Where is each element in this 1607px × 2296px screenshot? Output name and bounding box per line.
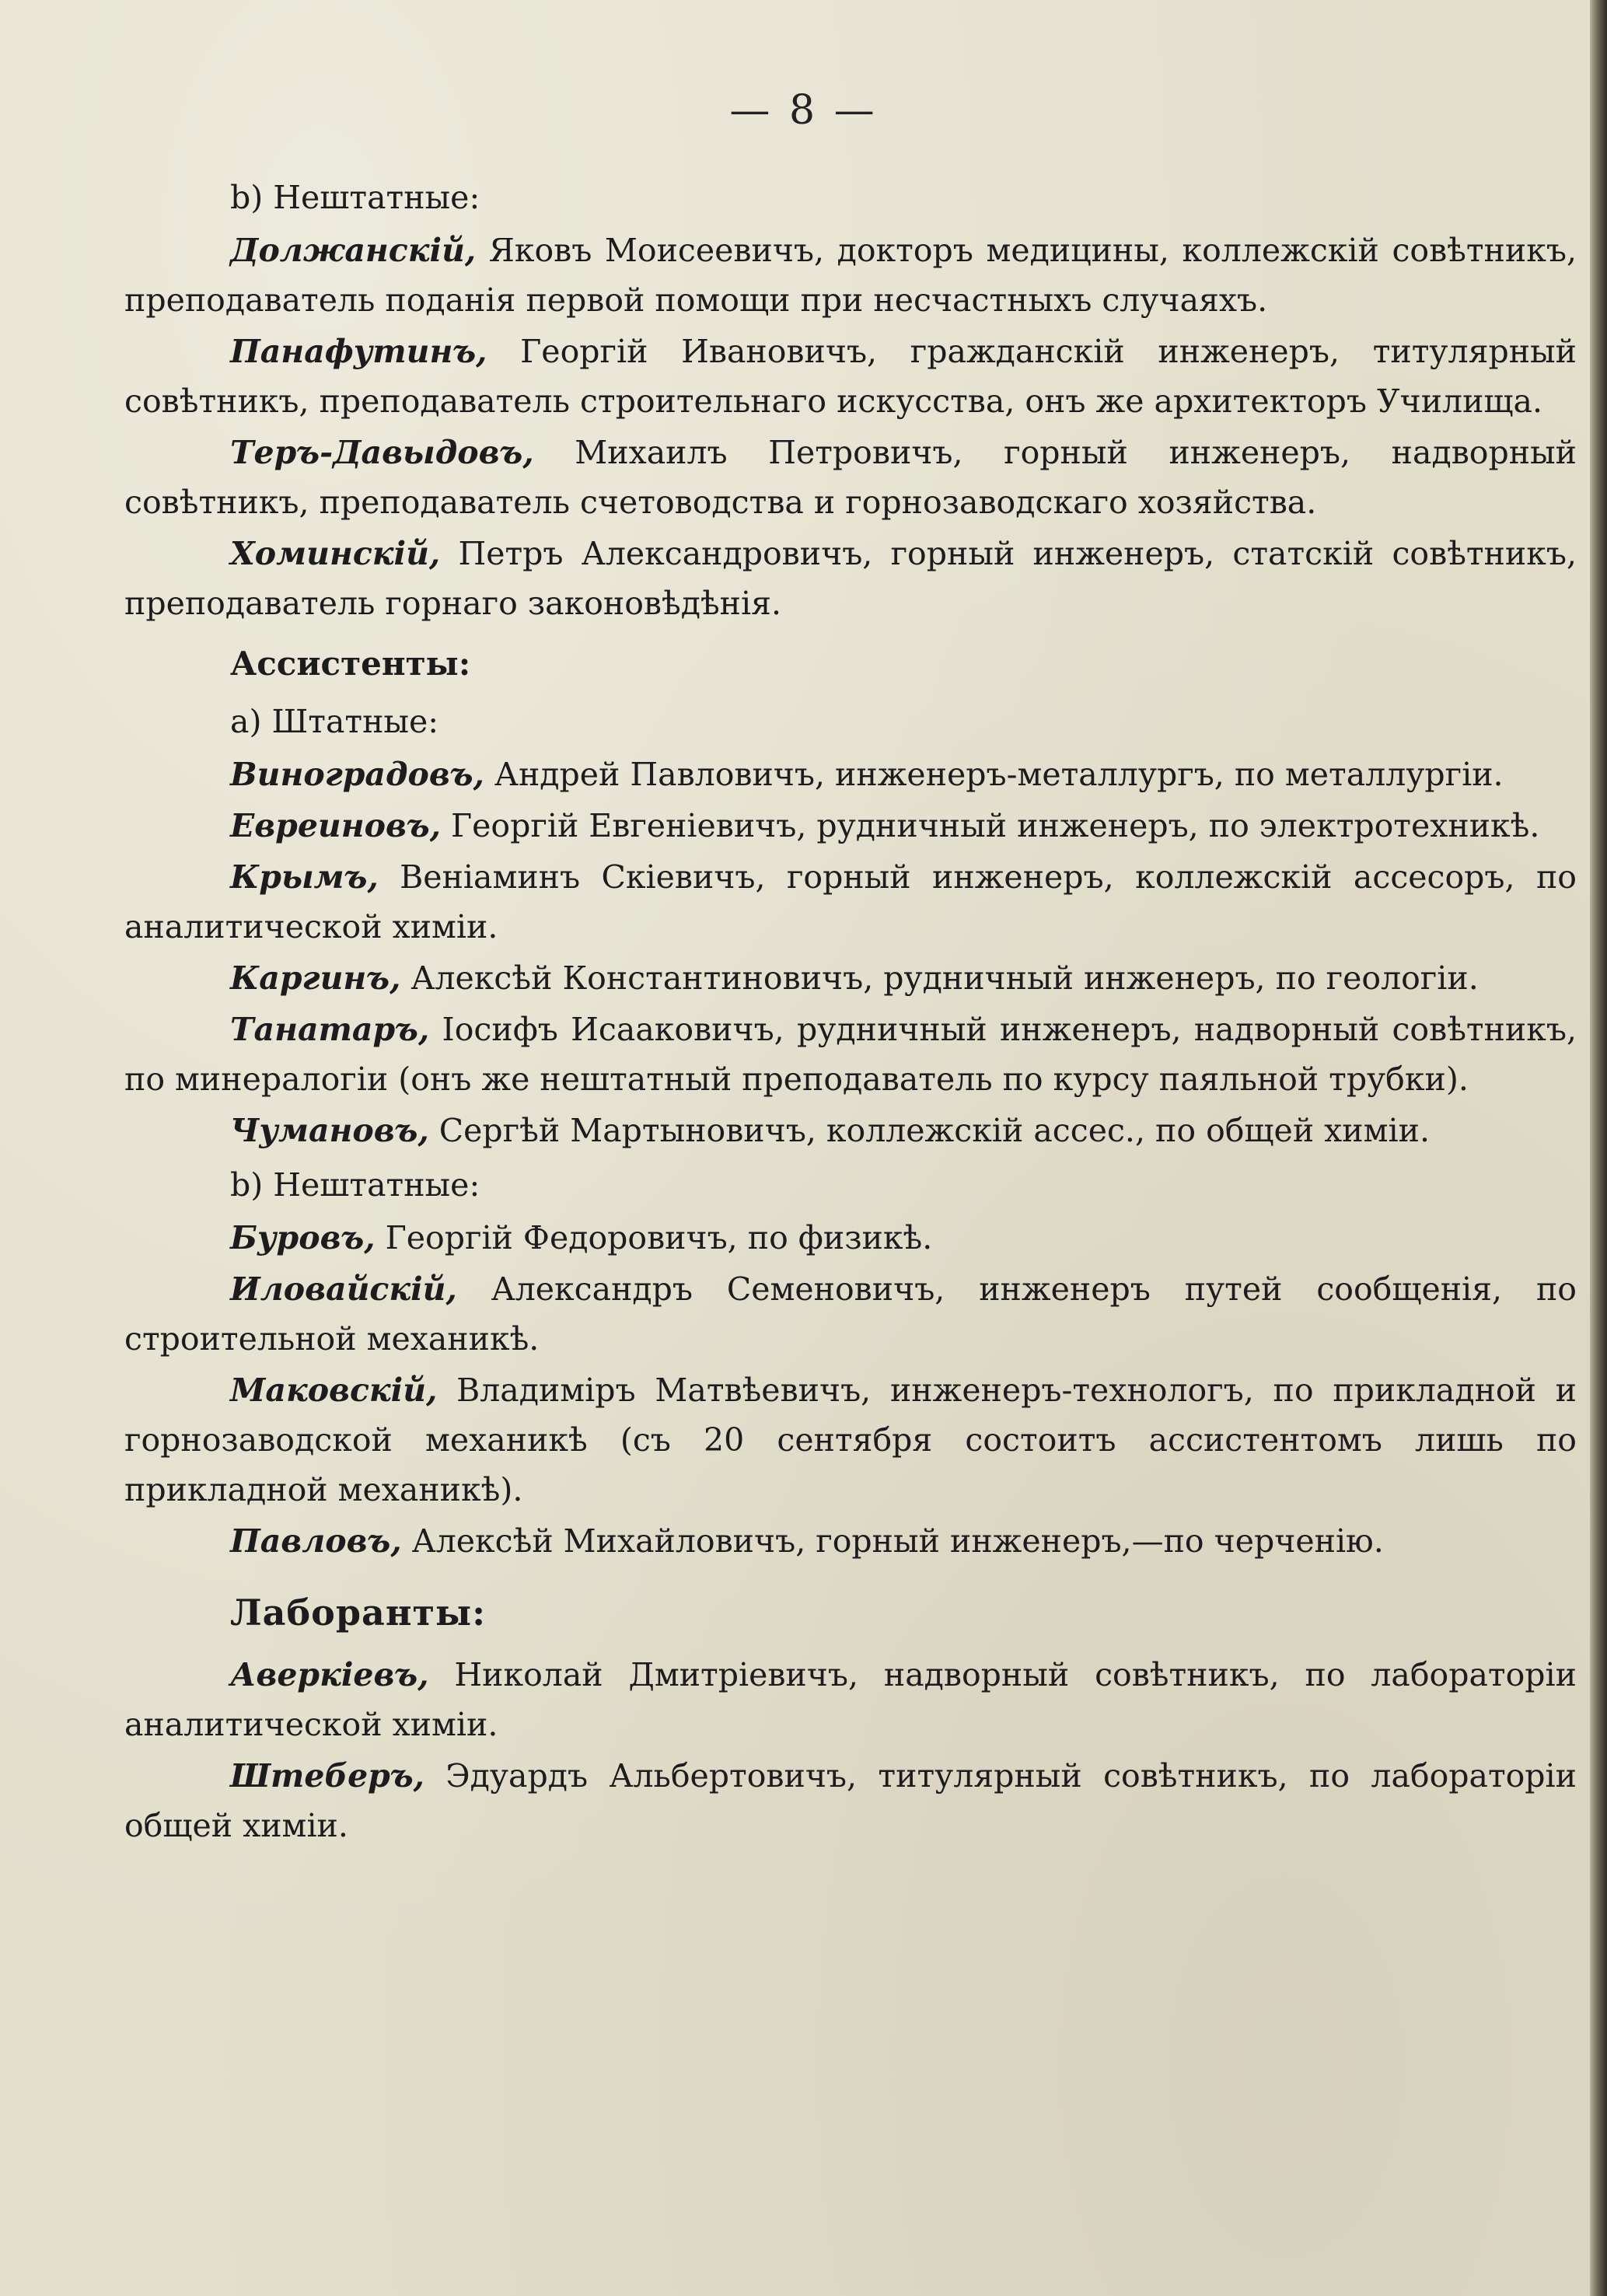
staff-surname: Чумановъ, [230,1112,429,1149]
staff-details: Георгій Евгеніевичъ, рудничный инженеръ, по электротехникѣ. [440,807,1540,844]
staff-entry [124,1213,1577,1263]
staff-surname: Буровъ, [230,1219,376,1256]
staff-surname: Панафутинъ, [230,333,487,370]
staff-surname: Хоминскій, [230,535,441,572]
staff-entry [124,428,1577,527]
subsection-label-assistants-nonstaff: b) Нештатные: [230,1166,480,1204]
staff-details: Веніаминъ Скіевичъ, горный инженеръ, коллежскій ассесоръ, по аналитической химіи. [124,858,1577,945]
section-heading-laborants: Лаборанты: [230,1592,487,1634]
staff-surname: Павловъ, [230,1522,402,1560]
staff-surname: Должанскій, [230,232,477,269]
staff-surname: Танатаръ, [230,1011,430,1048]
staff-surname: Евреиновъ, [230,807,441,844]
staff-entry [124,1365,1577,1515]
staff-entry [124,327,1577,426]
staff-surname: Крымъ, [230,858,379,896]
staff-entry [124,1005,1577,1104]
staff-details: Іосифъ Исааковичъ, рудничный инженеръ, надворный совѣтникъ, по минералогіи (онъ же нештатный преподаватель по курсу паяльной трубки). [124,1011,1577,1098]
staff-entry [124,1106,1577,1155]
staff-surname: Штеберъ, [230,1757,424,1795]
subsection-label-assistants-staff: а) Штатные: [230,703,439,740]
staff-details: Эдуардъ Альбертовичъ, титулярный совѣтникъ, по лабораторіи общей химіи. [124,1757,1577,1844]
staff-details: Алексѣй Константиновичъ, рудничный инженеръ, по геологіи. [400,959,1479,997]
page-body [124,173,1577,1852]
staff-details: Алексѣй Михайловичъ, горный инженеръ,—по черченію. [401,1522,1384,1560]
section-heading-assistants: Ассистенты: [230,645,471,683]
staff-surname: Аверкіевъ, [230,1656,429,1693]
staff-details: Андрей Павловичъ, инженеръ-металлургъ, по металлургіи. [484,756,1504,793]
subsection-label-nonstaff-teachers: b) Нештатные: [230,179,480,216]
page-number: — 8 — [729,87,878,134]
staff-surname: Теръ-Давыдовъ, [230,434,534,471]
staff-details: Александръ Семеновичъ, инженеръ путей сообщенія, по строительной механикѣ. [124,1270,1577,1358]
staff-entry [124,953,1577,1003]
staff-entry [124,750,1577,799]
staff-surname: Каргинъ, [230,959,401,997]
staff-surname: Виноградовъ, [230,756,484,793]
staff-entry [124,1516,1577,1566]
staff-details: Георгій Ивановичъ, гражданскій инженеръ, титулярный совѣтникъ, преподаватель строительнаго искусства, онъ же архитекторъ Училища. [124,333,1577,420]
staff-entry [124,529,1577,628]
staff-surname: Иловайскій, [230,1270,457,1308]
staff-details: Николай Дмитріевичъ, надворный совѣтникъ, по лабораторіи аналитической химіи. [124,1656,1577,1743]
staff-details: Петръ Александровичъ, горный инженеръ, статскій совѣтникъ, преподаватель горнаго законовѣдѣнія. [124,535,1577,622]
staff-entry [124,1650,1577,1749]
staff-entry [124,225,1577,325]
staff-entry [124,852,1577,952]
staff-entry [124,1751,1577,1850]
staff-details: Георгій Федоровичъ, по физикѣ. [375,1219,933,1256]
staff-surname: Маковскій, [230,1372,438,1409]
staff-entry [124,1264,1577,1364]
book-binding-edge [1590,0,1607,2296]
staff-details: Яковъ Моисеевичъ, докторъ медицины, коллежскій совѣтникъ, преподаватель поданія первой помощи при несчастныхъ случаяхъ. [124,232,1577,319]
staff-details: Владиміръ Матвѣевичъ, инженеръ-технологъ, по прикладной и горнозаводской механикѣ (съ 20 сентября состоитъ ассистентомъ лишь по прикладной механикѣ). [124,1372,1577,1508]
staff-details: Михаилъ Петровичъ, горный инженеръ, надворный совѣтникъ, преподаватель счетоводства и горнозаводскаго хозяйства. [124,434,1577,521]
staff-details: Сергѣй Мартыновичъ, коллежскій ассес., по общей химіи. [428,1112,1430,1149]
staff-entry [124,801,1577,851]
